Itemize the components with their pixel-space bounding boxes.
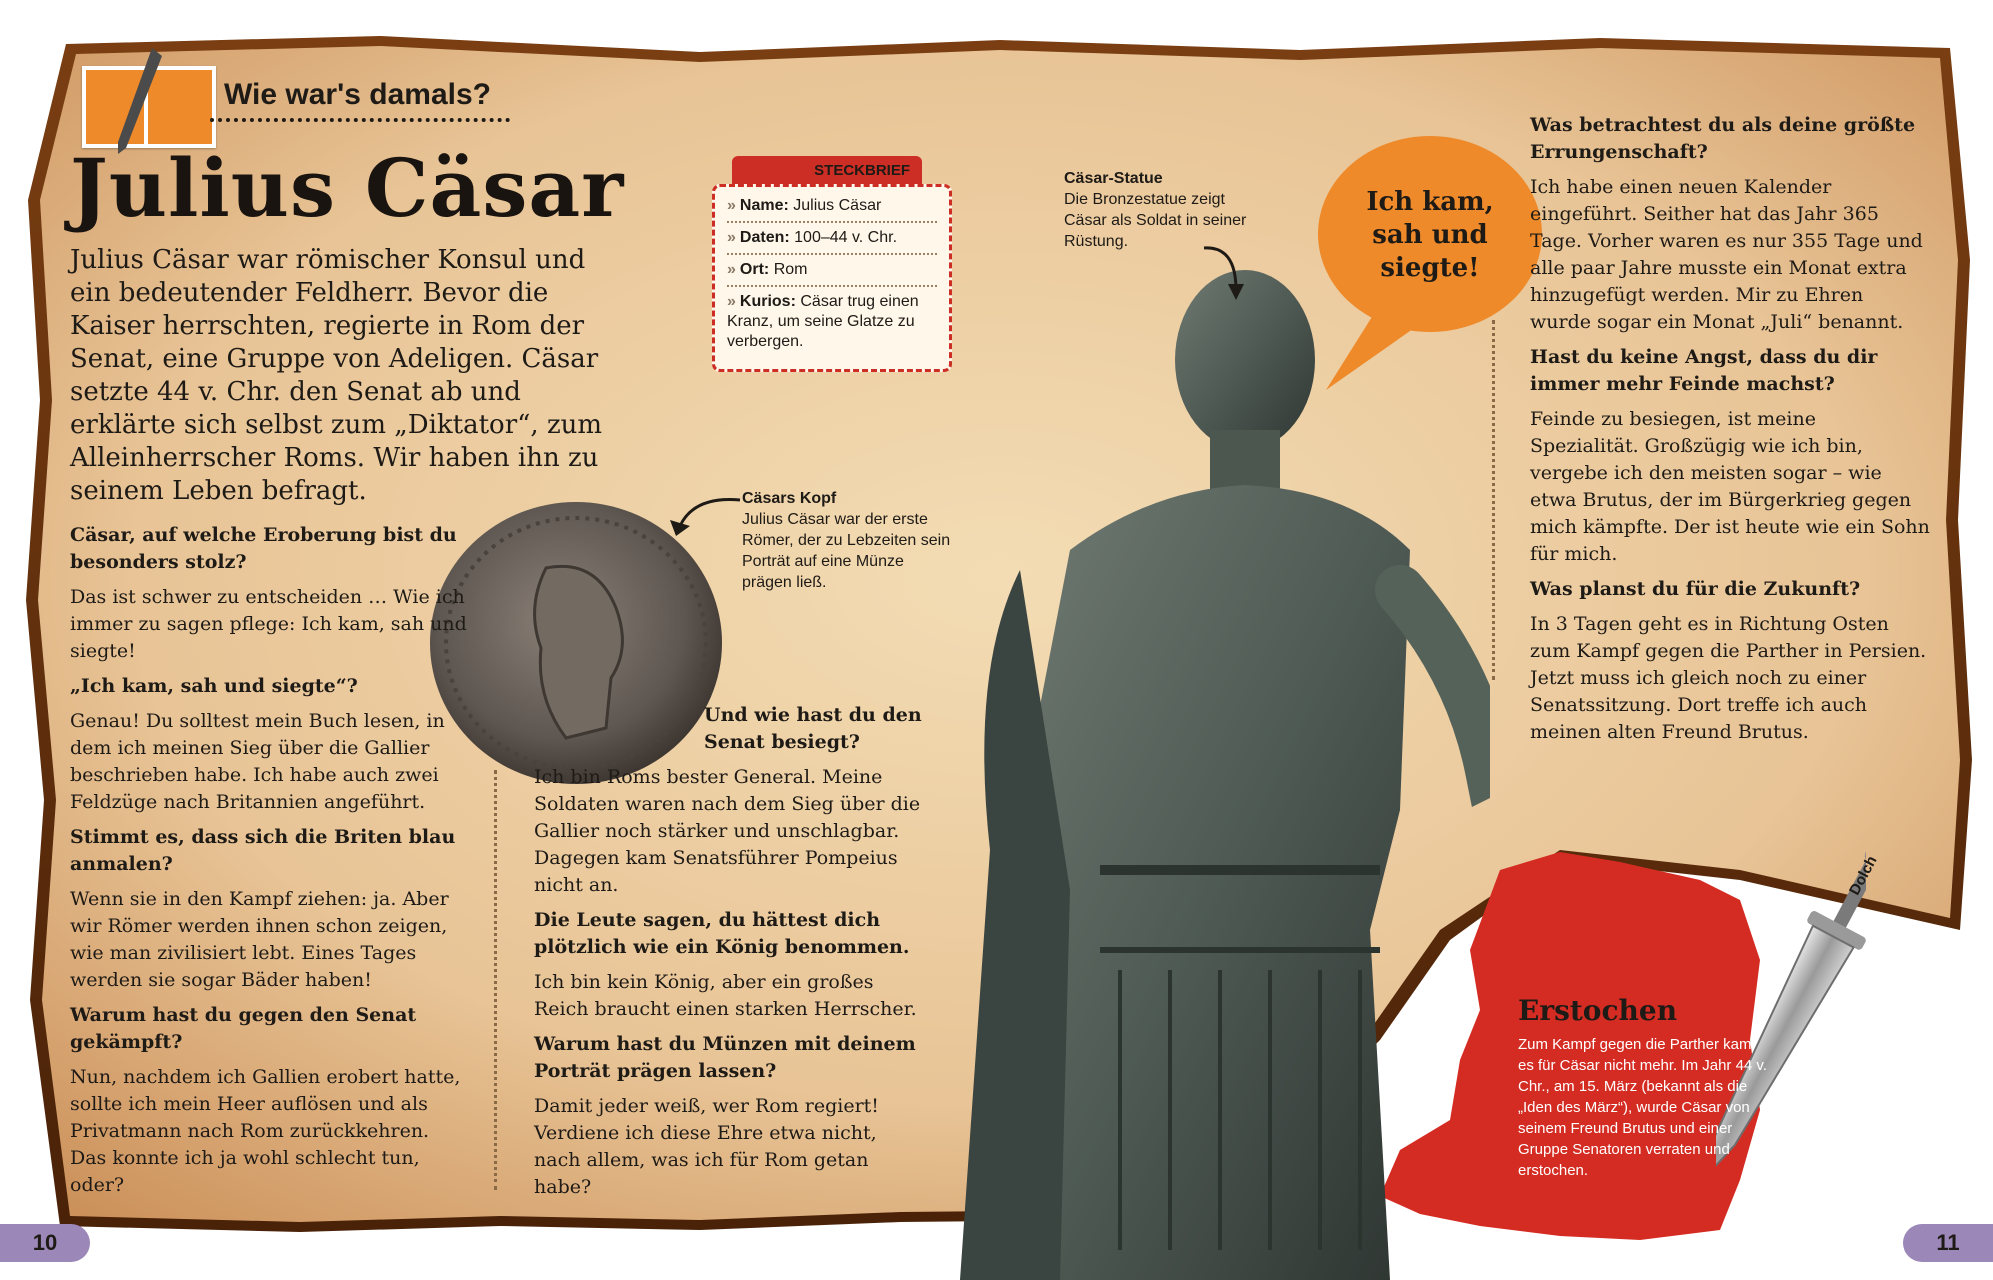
section-label: Wie war's damals? (224, 78, 491, 111)
right-interview-column (1530, 112, 1930, 754)
middle-qa-1 (534, 702, 924, 899)
steckbrief-row-daten: » Daten: 100–44 v. Chr. (727, 223, 937, 255)
left-qa-4 (70, 1002, 470, 1199)
left-qa-3 (70, 824, 470, 994)
erstochen-text: Zum Kampf gegen die Parther kam es für Cäsar nicht mehr. Im Jahr 44 v. Chr., am 15. März (bekannt als die „Iden des März“), wurde Cäsar von seinem Freund Brutus und einer Gruppe Senatoren verraten und erstochen. (1518, 1036, 1767, 1179)
answer: In 3 Tagen geht es in Richtung Osten zum Kampf gegen die Parther in Persien. Jetzt muss ich gleich noch zu einer Senatssitzung. Dort treffe ich auch meinen alten Freund Brutus. (1530, 613, 1927, 743)
question: Und wie hast du den Senat besiegt? (704, 704, 922, 753)
question: Warum hast du Münzen mit deinem Porträt prägen lassen? (534, 1033, 916, 1082)
page-number-right: 11 (1903, 1224, 1993, 1262)
left-interview-column (70, 522, 470, 1207)
steckbrief-card (712, 184, 952, 372)
erstochen-title: Erstochen (1518, 994, 1678, 1027)
steckbrief-row-ort: » Ort: Rom (727, 255, 937, 287)
left-qa-2 (70, 673, 470, 816)
column-divider-left (494, 770, 497, 1190)
answer: Ich bin Roms bester General. Meine Soldaten waren nach dem Sieg über die Gallier noch stärker und unschlagbar. Dagegen kam Senatsführer Pompeius nicht an. (534, 766, 921, 896)
middle-qa-3 (534, 1031, 924, 1201)
section-underline (210, 118, 510, 122)
page-number-left: 10 (0, 1224, 90, 1262)
steckbrief-tab (732, 156, 922, 186)
question: Was betrachtest du als deine größte Errungenschaft? (1530, 114, 1916, 163)
question: Warum hast du gegen den Senat gekämpft? (70, 1004, 417, 1053)
answer: Feinde zu besiegen, ist meine Spezialität. Großzügig wie ich bin, vergebe ich den meisten sogar – wie etwa Brutus, der im Bürgerkrieg gegen mich kämpfte. Der ist heute wie ein Sohn für mich. (1530, 408, 1930, 565)
right-qa-3 (1530, 576, 1930, 746)
answer: Das ist schwer zu entscheiden … Wie ich immer zu sagen pflege: Ich kam, sah und siegte! (70, 586, 467, 662)
dagger-label: Dolch (1846, 853, 1881, 898)
coin-caption (742, 488, 952, 593)
answer: Ich habe einen neuen Kalender eingeführt. Seither hat das Jahr 365 Tage. Vorher waren es nur 355 Tage und alle paar Jahre musste ein Monat extra hinzugefügt werden. Mir zu Ehren wurde sogar ein Monat „Juli“ benannt. (1530, 176, 1923, 333)
right-qa-1 (1530, 112, 1930, 336)
intro-paragraph: Julius Cäsar war römischer Konsul und ein bedeutender Feldherr. Bevor die Kaiser herrschten, regierte in Rom der Senat, eine Gruppe von Adeligen. Cäsar setzte 44 v. Chr. den Senat ab und erklärte sich selbst zum „Diktator“, zum Alleinherrscher Roms. Wir haben ihn zu seinem Leben befragt. (70, 245, 603, 506)
coin-caption-text: Julius Cäsar war der erste Römer, der zu Lebzeiten sein Porträt auf eine Münze prägen ließ. (742, 511, 951, 591)
answer: Ich bin kein König, aber ein großes Reich braucht einen starken Herrscher. (534, 971, 917, 1020)
question: Die Leute sagen, du hättest dich plötzlich wie ein König benommen. (534, 909, 910, 958)
erstochen-box (1518, 994, 1768, 1181)
question: „Ich kam, sah und siegte“? (70, 675, 358, 697)
question: Was planst du für die Zukunft? (1530, 578, 1861, 600)
column-divider-right (1492, 320, 1495, 680)
notebook-pencil-icon (82, 66, 216, 148)
answer: Wenn sie in den Kampf ziehen: ja. Aber wir Römer werden ihnen schon zeigen, wie man zivilisiert lebt. Eines Tages werden sie sogar Bäder haben! (70, 888, 449, 991)
speech-bubble-text: Ich kam, sah und siegte! (1366, 187, 1494, 283)
question: Cäsar, auf welche Eroberung bist du besonders stolz? (70, 524, 457, 573)
statue-arrow-icon (1200, 240, 1260, 310)
steckbrief-row-kurios: » Kurios: Cäsar trug einen Kranz, um seine Glatze zu verbergen. (727, 293, 919, 350)
caesar-statue-image (930, 250, 1490, 1280)
page-title: Julius Cäsar (70, 141, 625, 235)
steckbrief-header: STECKBRIEF (814, 162, 910, 179)
statue-caption-title: Cäsar-Statue (1064, 170, 1163, 187)
question: Hast du keine Angst, dass du dir immer mehr Feinde machst? (1530, 346, 1878, 395)
answer: Damit jeder weiß, wer Rom regiert! Verdiene ich diese Ehre etwa nicht, nach allem, was ich für Rom getan habe? (534, 1095, 879, 1198)
steckbrief-row-name: » Name: Julius Cäsar (727, 191, 937, 223)
coin-arrow-icon (664, 490, 744, 540)
statue-caption-text: Die Bronzestatue zeigt Cäsar als Soldat in seiner Rüstung. (1064, 191, 1247, 250)
left-qa-1 (70, 522, 470, 665)
answer: Genau! Du solltest mein Buch lesen, in dem ich meinen Sieg über die Gallier beschrieben habe. Ich habe auch zwei Feldzüge nach Britannien angeführt. (70, 710, 445, 813)
middle-qa-2 (534, 907, 924, 1023)
right-qa-2 (1530, 344, 1930, 568)
middle-interview-column (534, 702, 924, 1209)
answer: Nun, nachdem ich Gallien erobert hatte, sollte ich mein Heer auflösen und als Privatmann nach Rom zurückkehren. Das konnte ich ja wohl schlecht tun, oder? (70, 1066, 461, 1196)
coin-caption-title: Cäsars Kopf (742, 490, 837, 507)
question: Stimmt es, dass sich die Briten blau anmalen? (70, 826, 456, 875)
